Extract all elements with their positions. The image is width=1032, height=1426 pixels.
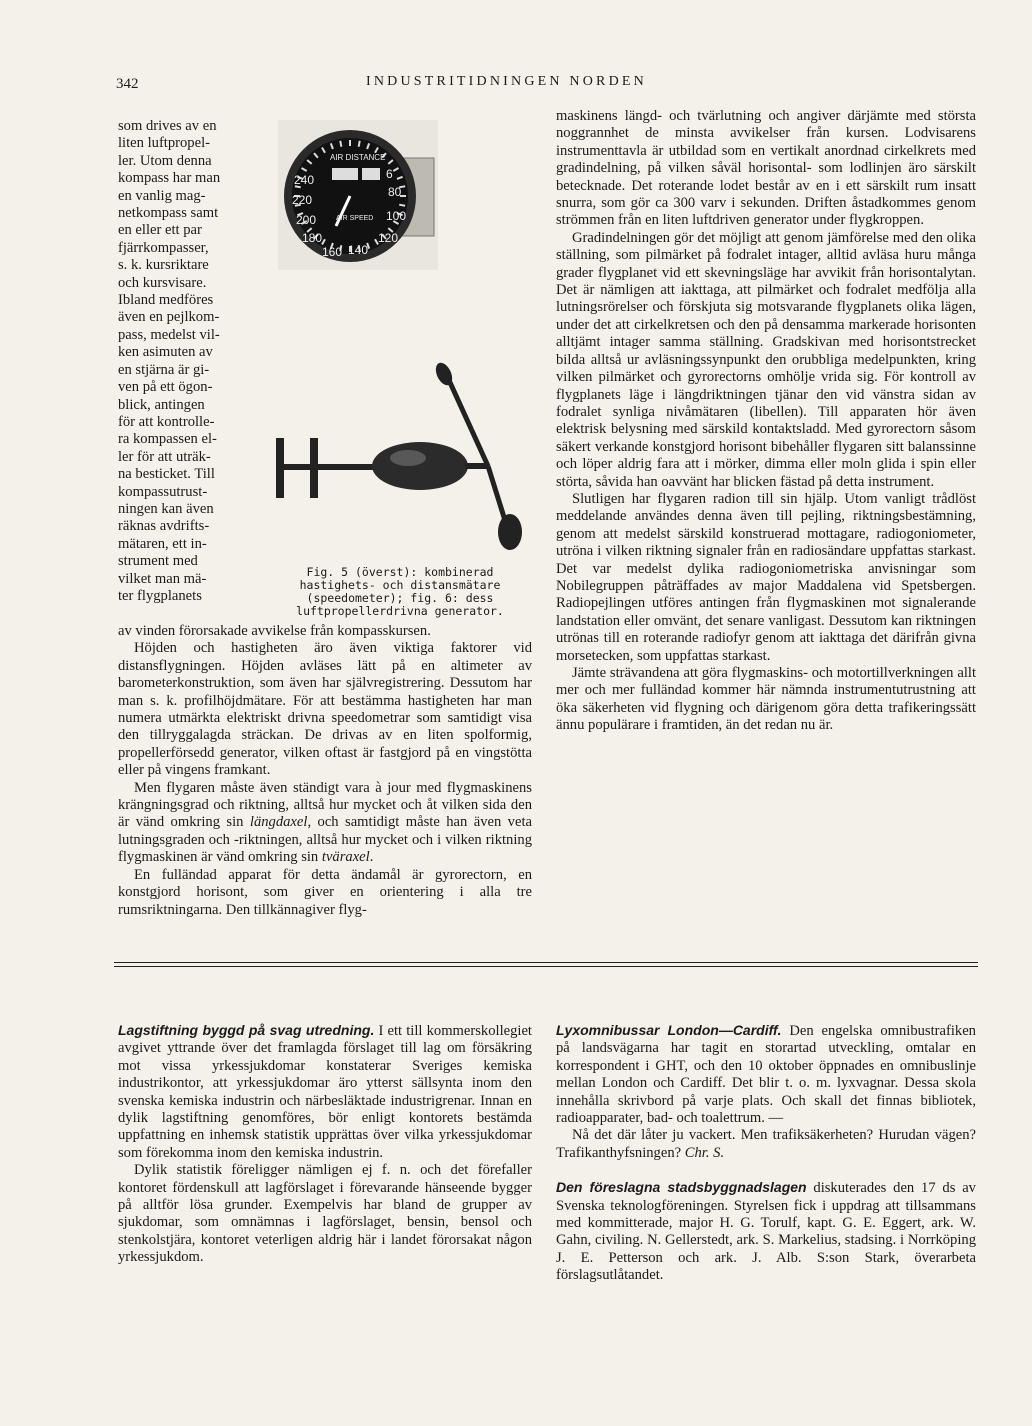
note-paragraph: Den föreslagna stadsbyggnadslagen diskuterades den 17 ds av Svenska teknologföreningen. Styrelsen fick i uppdrag att tillsammans med kommitterade, major H. G. Torulf, kapt. G. E. Eggert, ark. W. Gahn, civiling. N. Gellerstedt, ark. S. Markelius, stadsing. i Norrköping J. E. Petterson och ark. J. Alb. S:son Stark, överarbeta förslagsutlåtandet. [556, 1179, 976, 1284]
text-line: för att kontrolle- [118, 413, 215, 430]
note-heading: Lagstiftning byggd på svag utredning. [118, 1022, 375, 1038]
text-line: blick, antingen [118, 396, 205, 413]
page-number: 342 [116, 76, 139, 92]
divider-rule [114, 966, 978, 967]
text-line: Ibland medföres [118, 292, 214, 309]
signature: Chr. S. [684, 1144, 725, 1161]
text-line: s. k. kursriktare [118, 257, 209, 274]
svg-text:240: 240 [294, 173, 315, 187]
text-line: na besticket. Till [118, 466, 215, 483]
speedometer-illustration [278, 120, 438, 270]
dial-label-speed: AIR SPEED [336, 215, 374, 222]
paragraph: Jämte strävandena att göra flygmaskins- och motortillverkningen allt mer och mer fulländad kommer här nämnda instrumentutrustning att öka säkerheten vid flygning och därigenom göra detta trafikeringssätt ännu populärare i framtiden, än det redan nu är. [556, 665, 976, 734]
text-line: vilket man mä- [118, 570, 207, 587]
wrapped-text-column [118, 118, 268, 605]
text-line: även en pejlkom- [118, 309, 220, 326]
note-heading: Den föreslagna stadsbyggnadslagen [556, 1179, 807, 1196]
dial-tick [399, 205, 405, 206]
divider-rule [114, 962, 978, 963]
text-line: fjärrkompasser, [118, 239, 209, 256]
svg-text:200: 200 [296, 213, 317, 227]
note-paragraph: Dylik statistik föreligger nämligen ej f. n. och det förefaller kontoret fördenskull att lagförslaget i förevarande hänseende bygger på alltför lösa grunder. Exempelvis har bland de grupper av sjukdomar, som omnämnas i lagförslaget, bensin, bensol och stenkolstjära, kontoret veterligen aldrig här i landet förorsakat någon yrkessjukdom. [118, 1162, 532, 1266]
text-line: kompass har man [118, 170, 221, 187]
note-heading: Lyxomnibussar London—Cardiff. [556, 1022, 782, 1038]
svg-text:160: 160 [322, 245, 343, 259]
text-line: netkompass samt [118, 205, 219, 222]
text-line: en vanlig mag- [118, 187, 206, 204]
paragraph: Gradindelningen gör det möjligt att genom jämförelse med den olika ställning, som pilmärket på fodralet intager, alltid avläsa huru många grader flygplanet vid ett skevningsläge har avvikit från horisontalytan. Det är nämligen att iakttaga, att pilmärket och fodralet medfölja alla lutningsrörelser och förskjuta sig motsvarande flygplanets olika lägen, under det att cirkelkretsen och den på densamma markerade horisonten alltjämt intager samma ställning. Gradskivan med horisontstrecket bilda alltså ur avläsningssynpunkt den orubbliga medelpunkten, kring vilken pilmärket och gyrorectorns omhölje vrida sig. För kontroll av flygplanets läge i längdriktningen tjänar den vid vänstra sidan av fodralet synliga nivåmätaren (libellen). Till apparaten hör även elektrisk belysning med särskild kontaktsladd. Med gyrorectorn såsom säkert verkande konstgjord horisont bibehåller flygaren sitt balanssinne och löper aldrig fara att i mörker, dimma eller moln glida i spin eller störta, såvida han oavvänt har blicken fästad på detta instrument. [556, 229, 976, 490]
text-line: liten luftpropel- [118, 135, 210, 152]
text-line: ler för att uträk- [118, 448, 211, 465]
figure-speedometer [278, 120, 438, 270]
text-line: ven på ett ögon- [118, 379, 213, 396]
text-line: pass, medelst vil- [118, 326, 220, 343]
text-line: en eller ett par [118, 222, 202, 239]
paragraph: En fulländad apparat för detta ändamål är gyrorectorn, en konstgjord horisont, som giver en orientering i alla tre rumsriktningarna. Den tillkännagiver flyg- [118, 866, 532, 918]
svg-text:80: 80 [388, 185, 402, 199]
dial-tick [359, 141, 360, 147]
text-line: ra kompassen el- [118, 431, 217, 448]
note-paragraph: Lyxomnibussar London—Cardiff. Den engelska omnibustrafiken på landsvägarna har tagit en storartad utveckling, omtalar en korrespondent i GHT, och den 10 oktober öppnades en omnibuslinje mellan London och Cardiff. Det blir t. o. m. lyxvagnar. Dessa skola innehålla skrivbord på varje plats. Och skall det finnas bibliotek, radioapparater, bad- och toalettrum. — [556, 1022, 976, 1127]
svg-text:140: 140 [348, 243, 369, 257]
note-left [118, 1022, 532, 1267]
svg-text:100: 100 [386, 209, 407, 223]
figure-propeller-generator [270, 360, 530, 555]
paragraph: av vinden förorsakade avvikelse från kompasskursen. [118, 623, 431, 639]
running-title: INDUSTRITIDNINGEN NORDEN [366, 74, 647, 89]
note-paragraph: Lagstiftning byggd på svag utredning. I ett till kommerskollegiet avgivet yttrande över det framlagda förslaget till lag om försäkring mot vissa yrkessjukdomar konstaterar Sveriges kemiska industrikontor, att yrkessjukdomar äro ytterst sällsynta inom den svenska kemiska industrin och närbesläktade industrigrenar. Innan en dylik lagstiftning genomföres, bör enligt kontorets bestämda uppfattning en inhemsk statistik upprättas över vilka yrkessjukdomar som förekomma inom den kemiska industrin. [118, 1022, 532, 1161]
svg-text:180: 180 [302, 231, 323, 245]
text-line: strument med [118, 553, 198, 570]
paragraph: Men flygaren måste även ständigt vara à jour med flygmaskinens krängningsgrad och riktning, alltså hur mycket och åt vilken sida den är vänd omkring sin längdaxel, och samtidigt måste han även veta lutningsgraden och -riktningen, alltså hur mycket och i vilken riktning flygmaskinen är vänd omkring sin tväraxel. [118, 779, 532, 866]
text-line: som drives av en [118, 118, 217, 134]
text-line: ter flygplanets [118, 587, 202, 604]
svg-text:120: 120 [378, 231, 399, 245]
paragraph: Slutligen har flygaren radion till sin hjälp. Utom vanligt trådlöst meddelande användes denna även till pejling, riktningsbestämning, genom att medelst särskild konstruerad mottagare, radiogoniometer, utröna i vilken riktning signaler från en radiosändare uppfattas starkast. Det var medelst dylika radiogoniometriska anvisningar som Nobilegruppen påträffades av major Maddalena vid Spetsbergen. Radiopejlingen utföres antingen från flygmaskinen mot signalerande landstation eller omvänt, det senare vanligast. Dessutom kan riktningen utrönas till en roterande radiofyr genom att iakttaga det därifrån givna morsetecken, som uppfattas starkast. [556, 490, 976, 664]
paragraph: Höjden och hastigheten äro även viktiga faktorer vid distansflygningen. Höjden avläses lätt på en altimeter av barometerkonstruktion, som även har självregistrering. Dessutom har man s. k. profilhöjdmätare. För att bestämma hastigheten har man numera utmärkta elektriskt drivna speedometrar som samtidigt visa den tillryggalagda sträckan. De drivas av en liten spolformig, propellerförsedd generator, vilken oftast är fastgjord på en vingstötta eller på vingens framkant. [118, 640, 532, 779]
figure-caption: Fig. 5 (överst): kombinerad hastighets- och distansmätare (speedometer); fig. 6: dess luftpropellerdrivna generator. [296, 565, 504, 618]
paragraph: maskinens längd- och tvärlutning och angiver därjämte med största noggrannhet de minsta avvikelser från kursen. Lodvisarens instrumenttavla är utbildad som en vertikalt anordnad cirkelkrets med gradindelning, på vilken såväl horisontal- som lodlinjen äro särskilt betecknade. Det roterande lodet består av en i ett särskilt rum insatt snurra, som gör ca 300 varv i sekunden. Driften åstadkommes genom strömmen från en liten luftdriven generator under flygkroppen. [556, 108, 976, 229]
text-line: ningen kan även [118, 500, 214, 517]
text-line: räknas avdrifts- [118, 518, 210, 535]
left-column-text [118, 623, 532, 919]
dial-label-distance: AIR DISTANCE [330, 153, 386, 162]
text-line: kompassutrust- [118, 483, 208, 500]
text-line: mätaren, ett in- [118, 535, 207, 552]
text-line: ler. Utom denna [118, 152, 212, 169]
svg-text:6: 6 [386, 167, 393, 181]
text-line: och kursvisare. [118, 274, 207, 291]
text-line: en stjärna är gi- [118, 361, 210, 378]
svg-text:220: 220 [292, 193, 313, 207]
right-column-text [556, 108, 976, 735]
text-line: ken asimuten av [118, 344, 213, 361]
note-right [556, 1022, 976, 1285]
generator-illustration [270, 360, 530, 555]
dial-tick [340, 141, 341, 147]
note-paragraph: Nå det där låter ju vackert. Men trafiksäkerheten? Hurudan vägen? Trafikanthyfsningen? Chr. S. [556, 1127, 976, 1161]
